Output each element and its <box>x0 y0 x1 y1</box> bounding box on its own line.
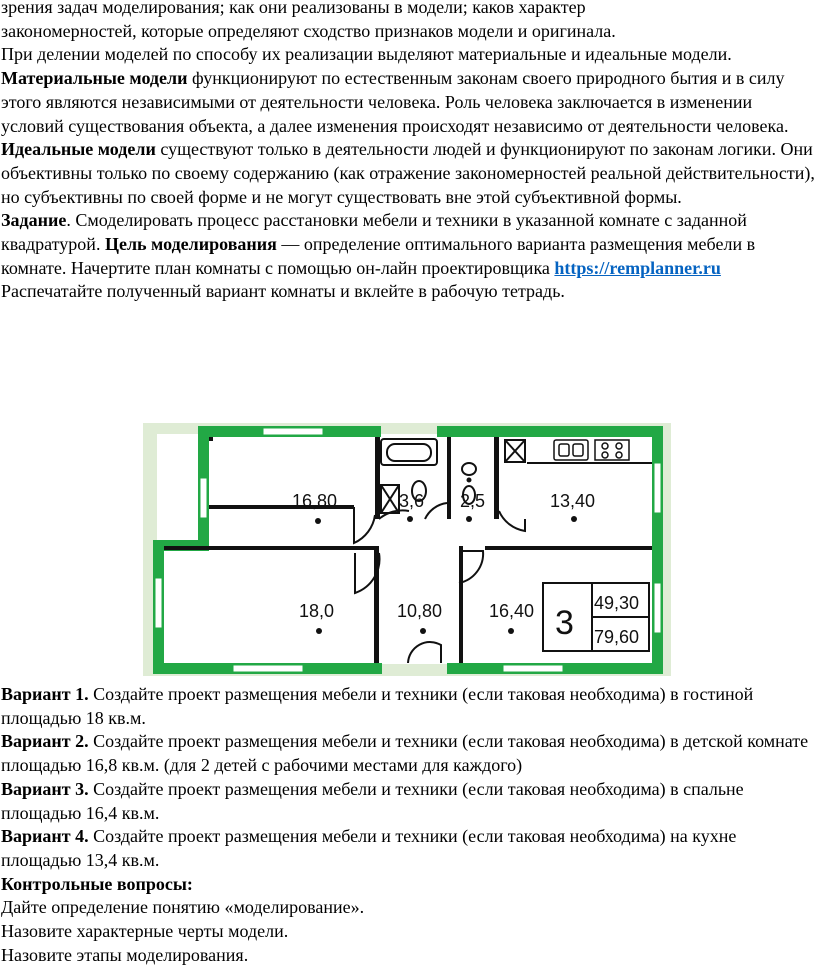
variant-3-text: Создайте проект размещения мебели и техники (если таковая необходима) в спальне площадью 16,4 кв.м. <box>1 778 744 823</box>
questions-title <box>0 873 815 897</box>
material-models-term: Материальные модели <box>1 68 188 89</box>
floor-plan <box>143 423 671 676</box>
variant-1-text: Создайте проект размещения мебели и техники (если таковая необходима) в гостиной площадью 18 кв.м. <box>1 684 754 728</box>
variant-2-label: Вариант 2. <box>1 731 89 752</box>
intro-line-2: закономерностей, которые определяют сходство признаков модели и оригинала. <box>1 20 616 41</box>
variant-1-label: Вариант 1. <box>1 684 89 704</box>
question-1: Дайте определение понятию «моделирование». <box>1 897 365 918</box>
variant-2 <box>0 730 815 777</box>
intro-line-1: зрения задач моделирования; как они реализованы в модели; каков характер <box>1 0 586 17</box>
material-models-paragraph <box>0 67 815 138</box>
questions-title-text: Контрольные вопросы: <box>1 873 193 894</box>
room-area-bath: 3,6 <box>399 491 425 511</box>
remplanner-link[interactable]: https://remplanner.ru <box>554 257 721 278</box>
room-area-nursery: 16,80 <box>292 491 338 511</box>
variant-1 <box>0 683 815 730</box>
variant-3-label: Вариант 3. <box>1 778 89 799</box>
print-instruction: Распечатайте полученный вариант комнаты и вклейте в рабочую тетрадь. <box>1 281 565 302</box>
material-models-text: функционируют по естественным законам своего природного бытия и в силу этого являются независимыми от деятельности человека. Роль человека заключается в изменении условий существования объекта, а далее изменения происходят независимо от деятельности человека. <box>1 68 789 136</box>
variants-section <box>0 683 815 967</box>
goal-text: — определение оптимального варианта размещения мебели в комнате. Начертите план комнаты с помощью он-лайн проектировщика <box>1 234 756 278</box>
room-area-bedroom: 16,40 <box>489 601 535 621</box>
theory-section <box>0 0 815 304</box>
variant-4-text: Создайте проект размещения мебели и техники (если таковая необходима) на кухне площадью 13,4 кв.м. <box>1 826 737 870</box>
question-3: Назовите этапы моделирования. <box>1 944 249 965</box>
task-paragraph <box>0 209 815 280</box>
room-area-living: 18,0 <box>299 601 335 621</box>
goal-label: Цель моделирования <box>104 234 277 255</box>
variant-2-text: Создайте проект размещения мебели и техники (если таковая необходима) в детской комнате площадью 16,8 кв.м. (для 2 детей с рабочими местами для каждого) <box>1 731 809 776</box>
task-label: Задание <box>1 210 67 231</box>
question-2: Назовите характерные черты модели. <box>1 921 289 942</box>
variant-4 <box>0 825 815 872</box>
total-area: 79,60 <box>594 627 640 647</box>
living-area: 49,30 <box>594 593 640 613</box>
ideal-models-text: существуют только в деятельности людей и функционируют по законам логики. Они объективны только по своему содержанию (как отражение закономерностей реальной действительности), но субъективны по своей форме и не могут существовать вне этой субъективной формы. <box>1 139 815 207</box>
task-text: . Смоделировать процесс расстановки мебели и техники в указанной комнате с заданной квадратурой. <box>1 210 747 255</box>
room-area-hall: 10,80 <box>397 601 443 621</box>
room-area-toilet: 2,5 <box>460 491 486 511</box>
ideal-models-term: Идеальные модели <box>1 139 156 160</box>
rooms-count: 3 <box>555 604 574 642</box>
room-area-kitchen: 13,40 <box>550 491 596 511</box>
variant-4-label: Вариант 4. <box>1 826 89 847</box>
variant-3 <box>0 778 815 825</box>
division-paragraph: При делении моделей по способу их реализации выделяют материальные и идеальные модели. <box>1 44 732 65</box>
ideal-models-paragraph <box>0 138 815 209</box>
